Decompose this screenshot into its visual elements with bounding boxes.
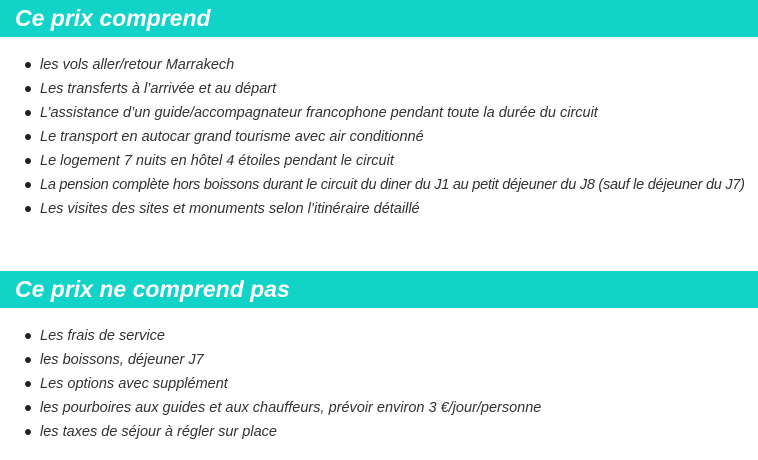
bullet-icon bbox=[25, 381, 31, 387]
list-item bbox=[0, 149, 745, 173]
list-item-text: les boissons, déjeuner J7 bbox=[40, 352, 204, 368]
list-item bbox=[0, 53, 745, 77]
bullet-icon bbox=[25, 182, 31, 188]
list-item bbox=[0, 348, 541, 372]
list-item-text: les vols aller/retour Marrakech bbox=[40, 57, 235, 73]
bullet-icon bbox=[25, 206, 31, 212]
bullet-icon bbox=[25, 405, 31, 411]
list-item-text: L’assistance d’un guide/accompagnateur francophone pendant toute la durée du circuit bbox=[40, 105, 598, 121]
list-item-text: Le logement 7 nuits en hôtel 4 étoiles pendant le circuit bbox=[40, 153, 394, 169]
bullet-icon bbox=[25, 86, 31, 92]
list-item-text: Les frais de service bbox=[40, 328, 165, 344]
list-item bbox=[0, 324, 541, 348]
bullet-icon bbox=[25, 333, 31, 339]
included-list bbox=[0, 53, 745, 221]
list-item-text: les taxes de séjour à régler sur place bbox=[40, 424, 277, 440]
excluded-list bbox=[0, 324, 541, 444]
list-item-text: Les transferts à l’arrivée et au départ bbox=[40, 81, 277, 97]
list-item-text: Le transport en autocar grand tourisme avec air conditionné bbox=[40, 129, 424, 145]
bullet-icon bbox=[25, 357, 31, 363]
list-item-text: Les options avec supplément bbox=[40, 376, 228, 392]
list-item bbox=[0, 125, 745, 149]
bullet-icon bbox=[25, 110, 31, 116]
list-item bbox=[0, 396, 541, 420]
list-item bbox=[0, 372, 541, 396]
list-item bbox=[0, 420, 541, 444]
list-item-text: La pension complète hors boissons durant le circuit du diner du J1 au petit déjeuner du J8 (sauf le déjeuner du J7) bbox=[40, 177, 745, 193]
bullet-icon bbox=[25, 429, 31, 435]
list-item bbox=[0, 197, 745, 221]
bullet-icon bbox=[25, 62, 31, 68]
excluded-section-title: Ce prix ne comprend pas bbox=[0, 271, 758, 308]
list-item-text: Les visites des sites et monuments selon l’itinéraire détaillé bbox=[40, 201, 420, 217]
bullet-icon bbox=[25, 158, 31, 164]
bullet-icon bbox=[25, 134, 31, 140]
list-item bbox=[0, 101, 745, 125]
included-section-title: Ce prix comprend bbox=[0, 0, 758, 37]
list-item-text: les pourboires aux guides et aux chauffeurs, prévoir environ 3 €/jour/personne bbox=[40, 400, 542, 416]
list-item bbox=[0, 77, 745, 101]
list-item bbox=[0, 173, 745, 197]
